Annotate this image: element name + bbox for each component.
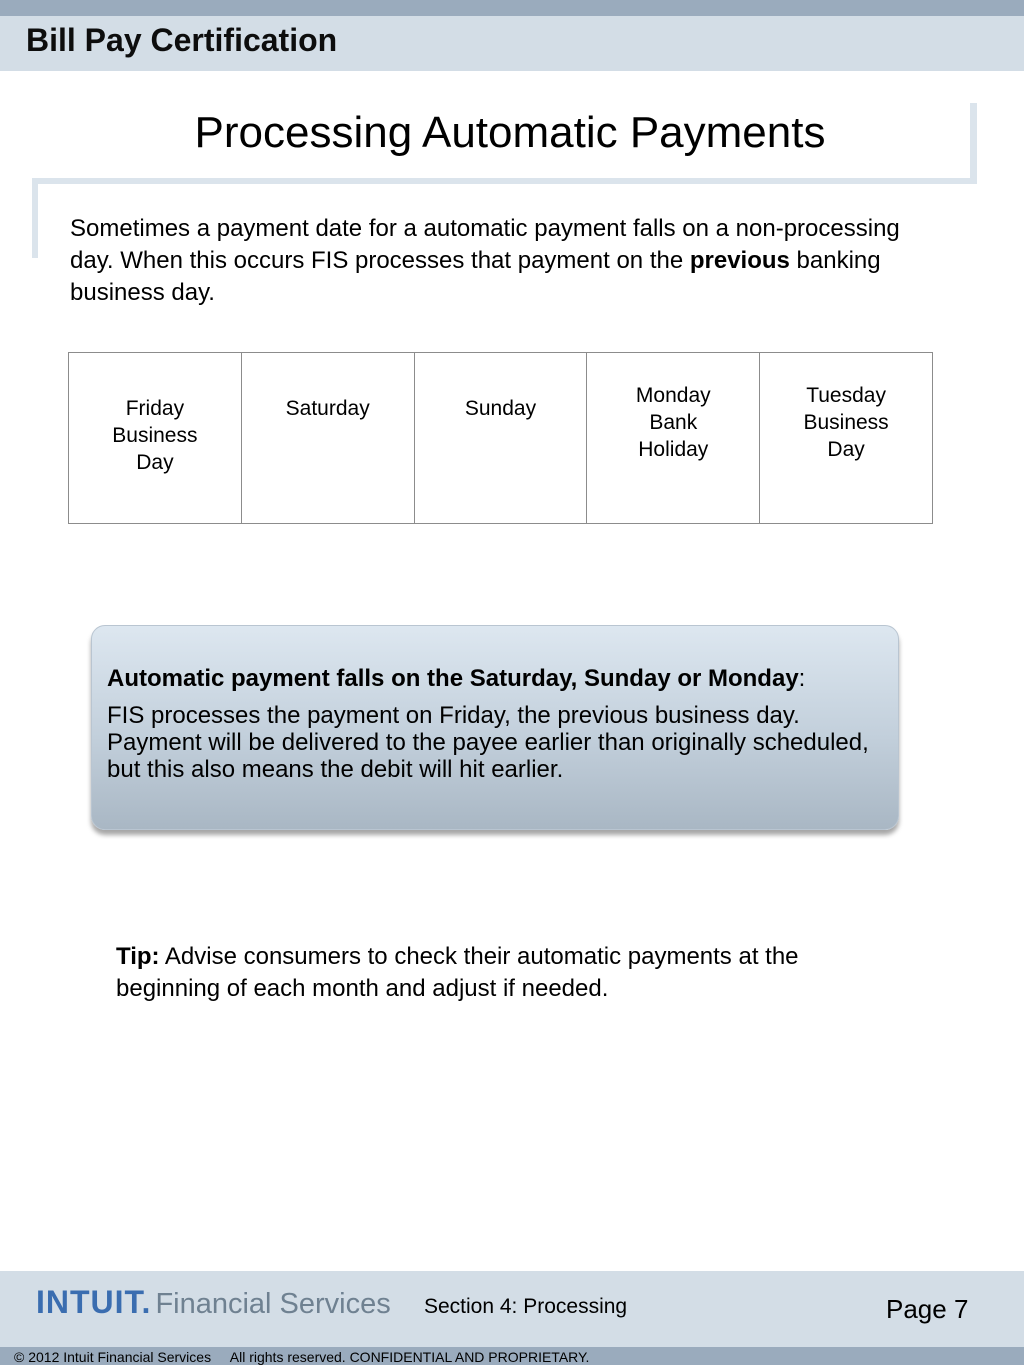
callout-box [91, 625, 899, 830]
day-cell-monday [587, 353, 760, 523]
callout-heading-colon: : [798, 665, 806, 692]
day-label: Business [112, 424, 198, 447]
day-label: Day [136, 451, 174, 474]
intuit-logo [36, 1284, 391, 1324]
logo-text: Financial Services [155, 1288, 391, 1320]
intro-bold: previous [689, 247, 790, 274]
day-label: Business [803, 411, 889, 434]
intro-paragraph [70, 213, 950, 309]
day-label: Day [827, 438, 865, 461]
day-cell-sunday [415, 353, 588, 523]
section-label: Section 4: Processing [424, 1295, 628, 1318]
day-label: Monday [635, 384, 711, 407]
day-cell-tuesday [760, 353, 932, 523]
callout-body: FIS processes the payment on Friday, the previous business day. Payment will be delivered to the payee earlier than originally scheduled, but this also means the debit will hit earlier. [107, 702, 869, 783]
tip-label: Tip: [116, 943, 160, 970]
tip-paragraph [116, 941, 856, 1005]
title-frame-rule [32, 178, 977, 184]
top-strip [0, 0, 1024, 16]
header-title: Bill Pay Certification [26, 22, 338, 58]
day-label: Bank [649, 411, 698, 434]
title-frame-left [32, 178, 38, 258]
day-label: Friday [125, 397, 185, 420]
slide-title: Processing Automatic Payments [194, 108, 826, 157]
day-label: Saturday [285, 397, 370, 420]
day-label: Sunday [464, 397, 537, 420]
intro-text-end: banking business day. [70, 247, 881, 306]
callout-heading [107, 664, 882, 694]
page-number: Page 7 [886, 1294, 969, 1324]
day-cell-friday [69, 353, 242, 523]
days-table [68, 352, 933, 524]
day-cell-saturday [242, 353, 415, 523]
day-label: Tuesday [806, 384, 886, 407]
intro-text: Sometimes a payment date for a automatic payment falls on a non-processing day. When this occurs FIS processes that payment on the [70, 215, 900, 274]
tip-text: Advise consumers to check their automatic payments at the beginning of each month and adjust if needed. [116, 943, 799, 1002]
callout-heading-text: Automatic payment falls on the Saturday, Sunday or Monday [107, 665, 799, 692]
logo-brand: INTUIT. [36, 1284, 152, 1320]
day-label: Holiday [638, 438, 709, 461]
copyright: © 2012 Intuit Financial Services All rights reserved. CONFIDENTIAL AND PROPRIETARY. [14, 1349, 590, 1365]
